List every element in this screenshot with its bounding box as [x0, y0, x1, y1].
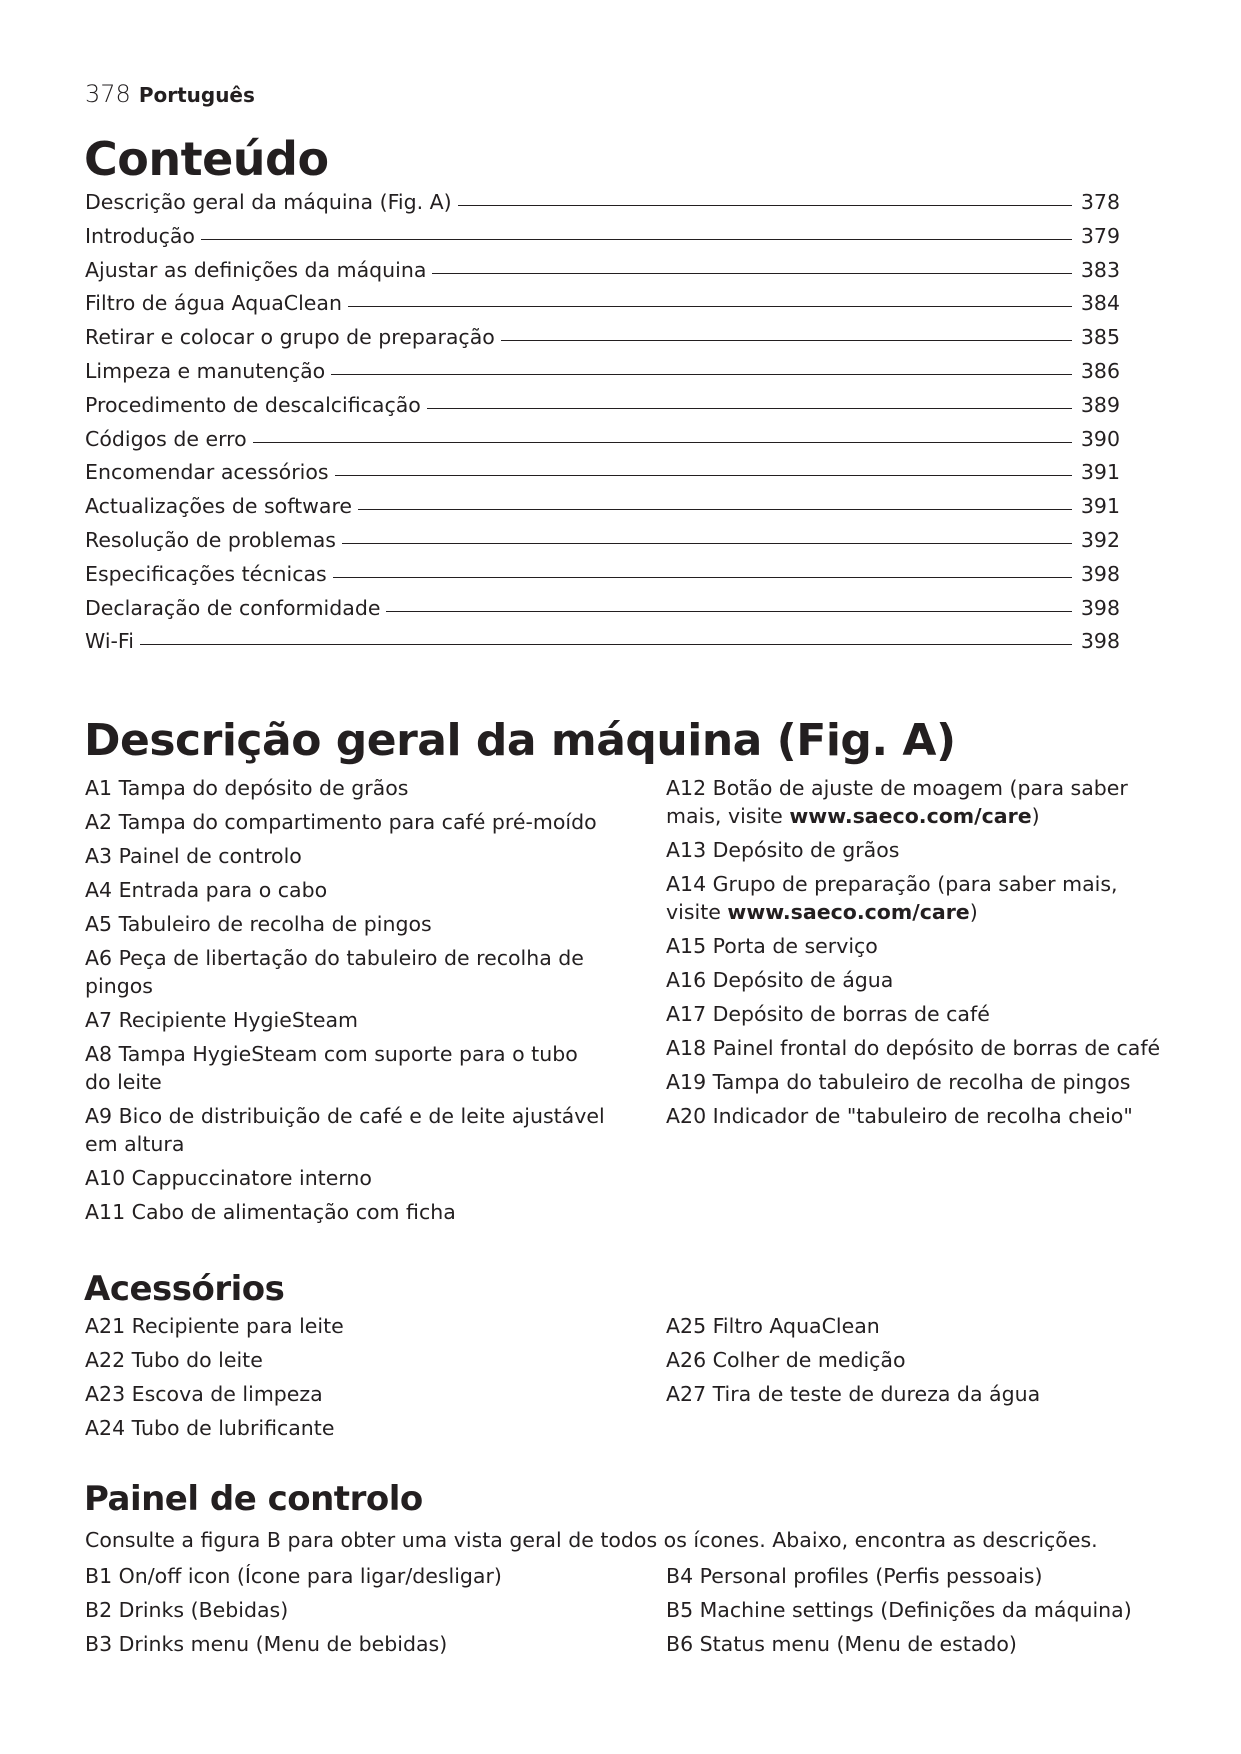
list-item: A15 Porta de serviço: [666, 934, 878, 958]
list-item: A10 Cappuccinatore interno: [85, 1166, 372, 1190]
toc-page: 390: [1080, 426, 1120, 451]
toc-label: Actualizações de software: [85, 494, 353, 519]
toc-page: 398: [1080, 561, 1120, 586]
accessories-right-list: [666, 1312, 1166, 1414]
list-item: A2 Tampa do compartimento para café pré-moído: [85, 810, 597, 834]
list-item: A9 Bico de distribuição de café e de leite ajustável em altura: [85, 1104, 605, 1156]
toc-label: Procedimento de descalcificação: [85, 392, 421, 417]
toc-leader: [342, 543, 1072, 544]
list-item: A11 Cabo de alimentação com ficha: [85, 1200, 456, 1224]
toc-entry[interactable]: [85, 325, 1120, 359]
list-item: A1 Tampa do depósito de grãos: [85, 776, 409, 800]
list-item: A26 Colher de medição: [666, 1348, 906, 1372]
list-item: A3 Painel de controlo: [85, 844, 302, 868]
list-item: B6 Status menu (Menu de estado): [666, 1632, 1017, 1656]
overview-heading: Descrição geral da máquina (Fig. A): [84, 715, 956, 766]
toc-page: 379: [1080, 223, 1120, 248]
toc-entry[interactable]: [85, 258, 1120, 292]
toc-entry[interactable]: [85, 190, 1120, 224]
toc-leader: [201, 239, 1072, 240]
toc-page: 391: [1080, 460, 1120, 485]
table-of-contents: [85, 190, 1120, 663]
accessories-heading: Acessórios: [84, 1269, 285, 1309]
toc-entry[interactable]: [85, 629, 1120, 663]
toc-leader: [358, 509, 1072, 510]
toc-label: Códigos de erro: [85, 426, 247, 451]
toc-entry[interactable]: [85, 528, 1120, 562]
toc-label: Encomendar acessórios: [85, 460, 329, 485]
list-item: [666, 870, 1166, 926]
toc-entry[interactable]: [85, 291, 1120, 325]
toc-page: 386: [1080, 358, 1120, 383]
toc-label: Retirar e colocar o grupo de preparação: [85, 325, 495, 350]
care-link[interactable]: www.saeco.com/care: [789, 804, 1032, 828]
list-item: A25 Filtro AquaClean: [666, 1314, 880, 1338]
toc-leader: [333, 577, 1072, 578]
list-item: B4 Personal profiles (Perfis pessoais): [666, 1564, 1043, 1588]
toc-leader: [140, 644, 1072, 645]
toc-label: Introdução: [85, 223, 195, 248]
list-item: A27 Tira de teste de dureza da água: [666, 1382, 1041, 1406]
care-link[interactable]: www.saeco.com/care: [727, 900, 970, 924]
toc-entry[interactable]: [85, 460, 1120, 494]
toc-entry[interactable]: [85, 359, 1120, 393]
page-header: [85, 80, 255, 108]
list-item: B2 Drinks (Bebidas): [85, 1598, 289, 1622]
list-item: A24 Tubo de lubrificante: [85, 1416, 335, 1440]
list-item: A22 Tubo do leite: [85, 1348, 263, 1372]
control-panel-right-list: [666, 1562, 1166, 1664]
toc-leader: [335, 475, 1072, 476]
list-item: A20 Indicador de "tabuleiro de recolha cheio": [666, 1104, 1133, 1128]
list-item: A16 Depósito de água: [666, 968, 894, 992]
list-item: B1 On/off icon (Ícone para ligar/desligar): [85, 1564, 502, 1588]
item-text-end: ): [969, 900, 978, 924]
toc-entry[interactable]: [85, 224, 1120, 258]
toc-page: 391: [1080, 494, 1120, 519]
toc-label: Wi-Fi: [85, 629, 134, 654]
toc-label: Declaração de conformidade: [85, 595, 381, 620]
toc-page: 389: [1080, 392, 1120, 417]
toc-leader: [427, 408, 1072, 409]
toc-label: Especificações técnicas: [85, 561, 327, 586]
control-panel-intro: Consulte a figura B para obter uma vista geral de todos os ícones. Abaixo, encontra as descrições.: [85, 1528, 1098, 1552]
toc-entry[interactable]: [85, 494, 1120, 528]
control-panel-heading: Painel de controlo: [84, 1479, 423, 1519]
list-item: [666, 774, 1166, 830]
list-item: A18 Painel frontal do depósito de borras de café: [666, 1036, 1161, 1060]
toc-entry[interactable]: [85, 596, 1120, 630]
list-item: A4 Entrada para o cabo: [85, 878, 328, 902]
list-item: A5 Tabuleiro de recolha de pingos: [85, 912, 432, 936]
accessories-left-list: [85, 1312, 605, 1448]
toc-leader: [501, 340, 1072, 341]
toc-leader: [348, 306, 1072, 307]
list-item: A6 Peça de libertação do tabuleiro de recolha de pingos: [85, 946, 584, 998]
item-text-end: ): [1031, 804, 1040, 828]
overview-right-list: [666, 774, 1166, 1136]
toc-leader: [253, 442, 1072, 443]
toc-label: Filtro de água AquaClean: [85, 291, 342, 316]
list-item: B5 Machine settings (Definições da máquina): [666, 1598, 1132, 1622]
toc-leader: [386, 611, 1072, 612]
toc-page: 384: [1080, 291, 1120, 316]
toc-label: Resolução de problemas: [85, 527, 336, 552]
toc-page: 398: [1080, 629, 1120, 654]
toc-page: 383: [1080, 257, 1120, 282]
list-item: A21 Recipiente para leite: [85, 1314, 344, 1338]
toc-page: 385: [1080, 325, 1120, 350]
list-item: A13 Depósito de grãos: [666, 838, 900, 862]
item-text: A14 Grupo de preparação (para saber mais, visite: [666, 872, 1118, 924]
toc-leader: [458, 205, 1072, 206]
toc-label: Ajustar as definições da máquina: [85, 257, 427, 282]
toc-page: 392: [1080, 527, 1120, 552]
overview-left-list: [85, 774, 605, 1232]
list-item: A17 Depósito de borras de café: [666, 1002, 990, 1026]
toc-label: Limpeza e manutenção: [85, 358, 326, 383]
control-panel-left-list: [85, 1562, 605, 1664]
list-item: A23 Escova de limpeza: [85, 1382, 323, 1406]
language-label: Português: [138, 83, 255, 107]
toc-page: 398: [1080, 595, 1120, 620]
toc-entry[interactable]: [85, 562, 1120, 596]
list-item: A7 Recipiente HygieSteam: [85, 1008, 359, 1032]
toc-label: Descrição geral da máquina (Fig. A): [85, 190, 452, 214]
toc-leader: [432, 273, 1072, 274]
list-item: A8 Tampa HygieSteam com suporte para o tubo do leite: [85, 1042, 578, 1094]
toc-page: 378: [1080, 190, 1120, 214]
item-text: A12 Botão de ajuste de moagem (para saber mais, visite: [666, 776, 1128, 828]
toc-entry[interactable]: [85, 427, 1120, 461]
list-item: B3 Drinks menu (Menu de bebidas): [85, 1632, 448, 1656]
toc-entry[interactable]: [85, 393, 1120, 427]
list-item: A19 Tampa do tabuleiro de recolha de pingos: [666, 1070, 1131, 1094]
page-number: 378: [85, 80, 131, 108]
toc-leader: [331, 374, 1072, 375]
contents-heading: Conteúdo: [84, 132, 329, 186]
